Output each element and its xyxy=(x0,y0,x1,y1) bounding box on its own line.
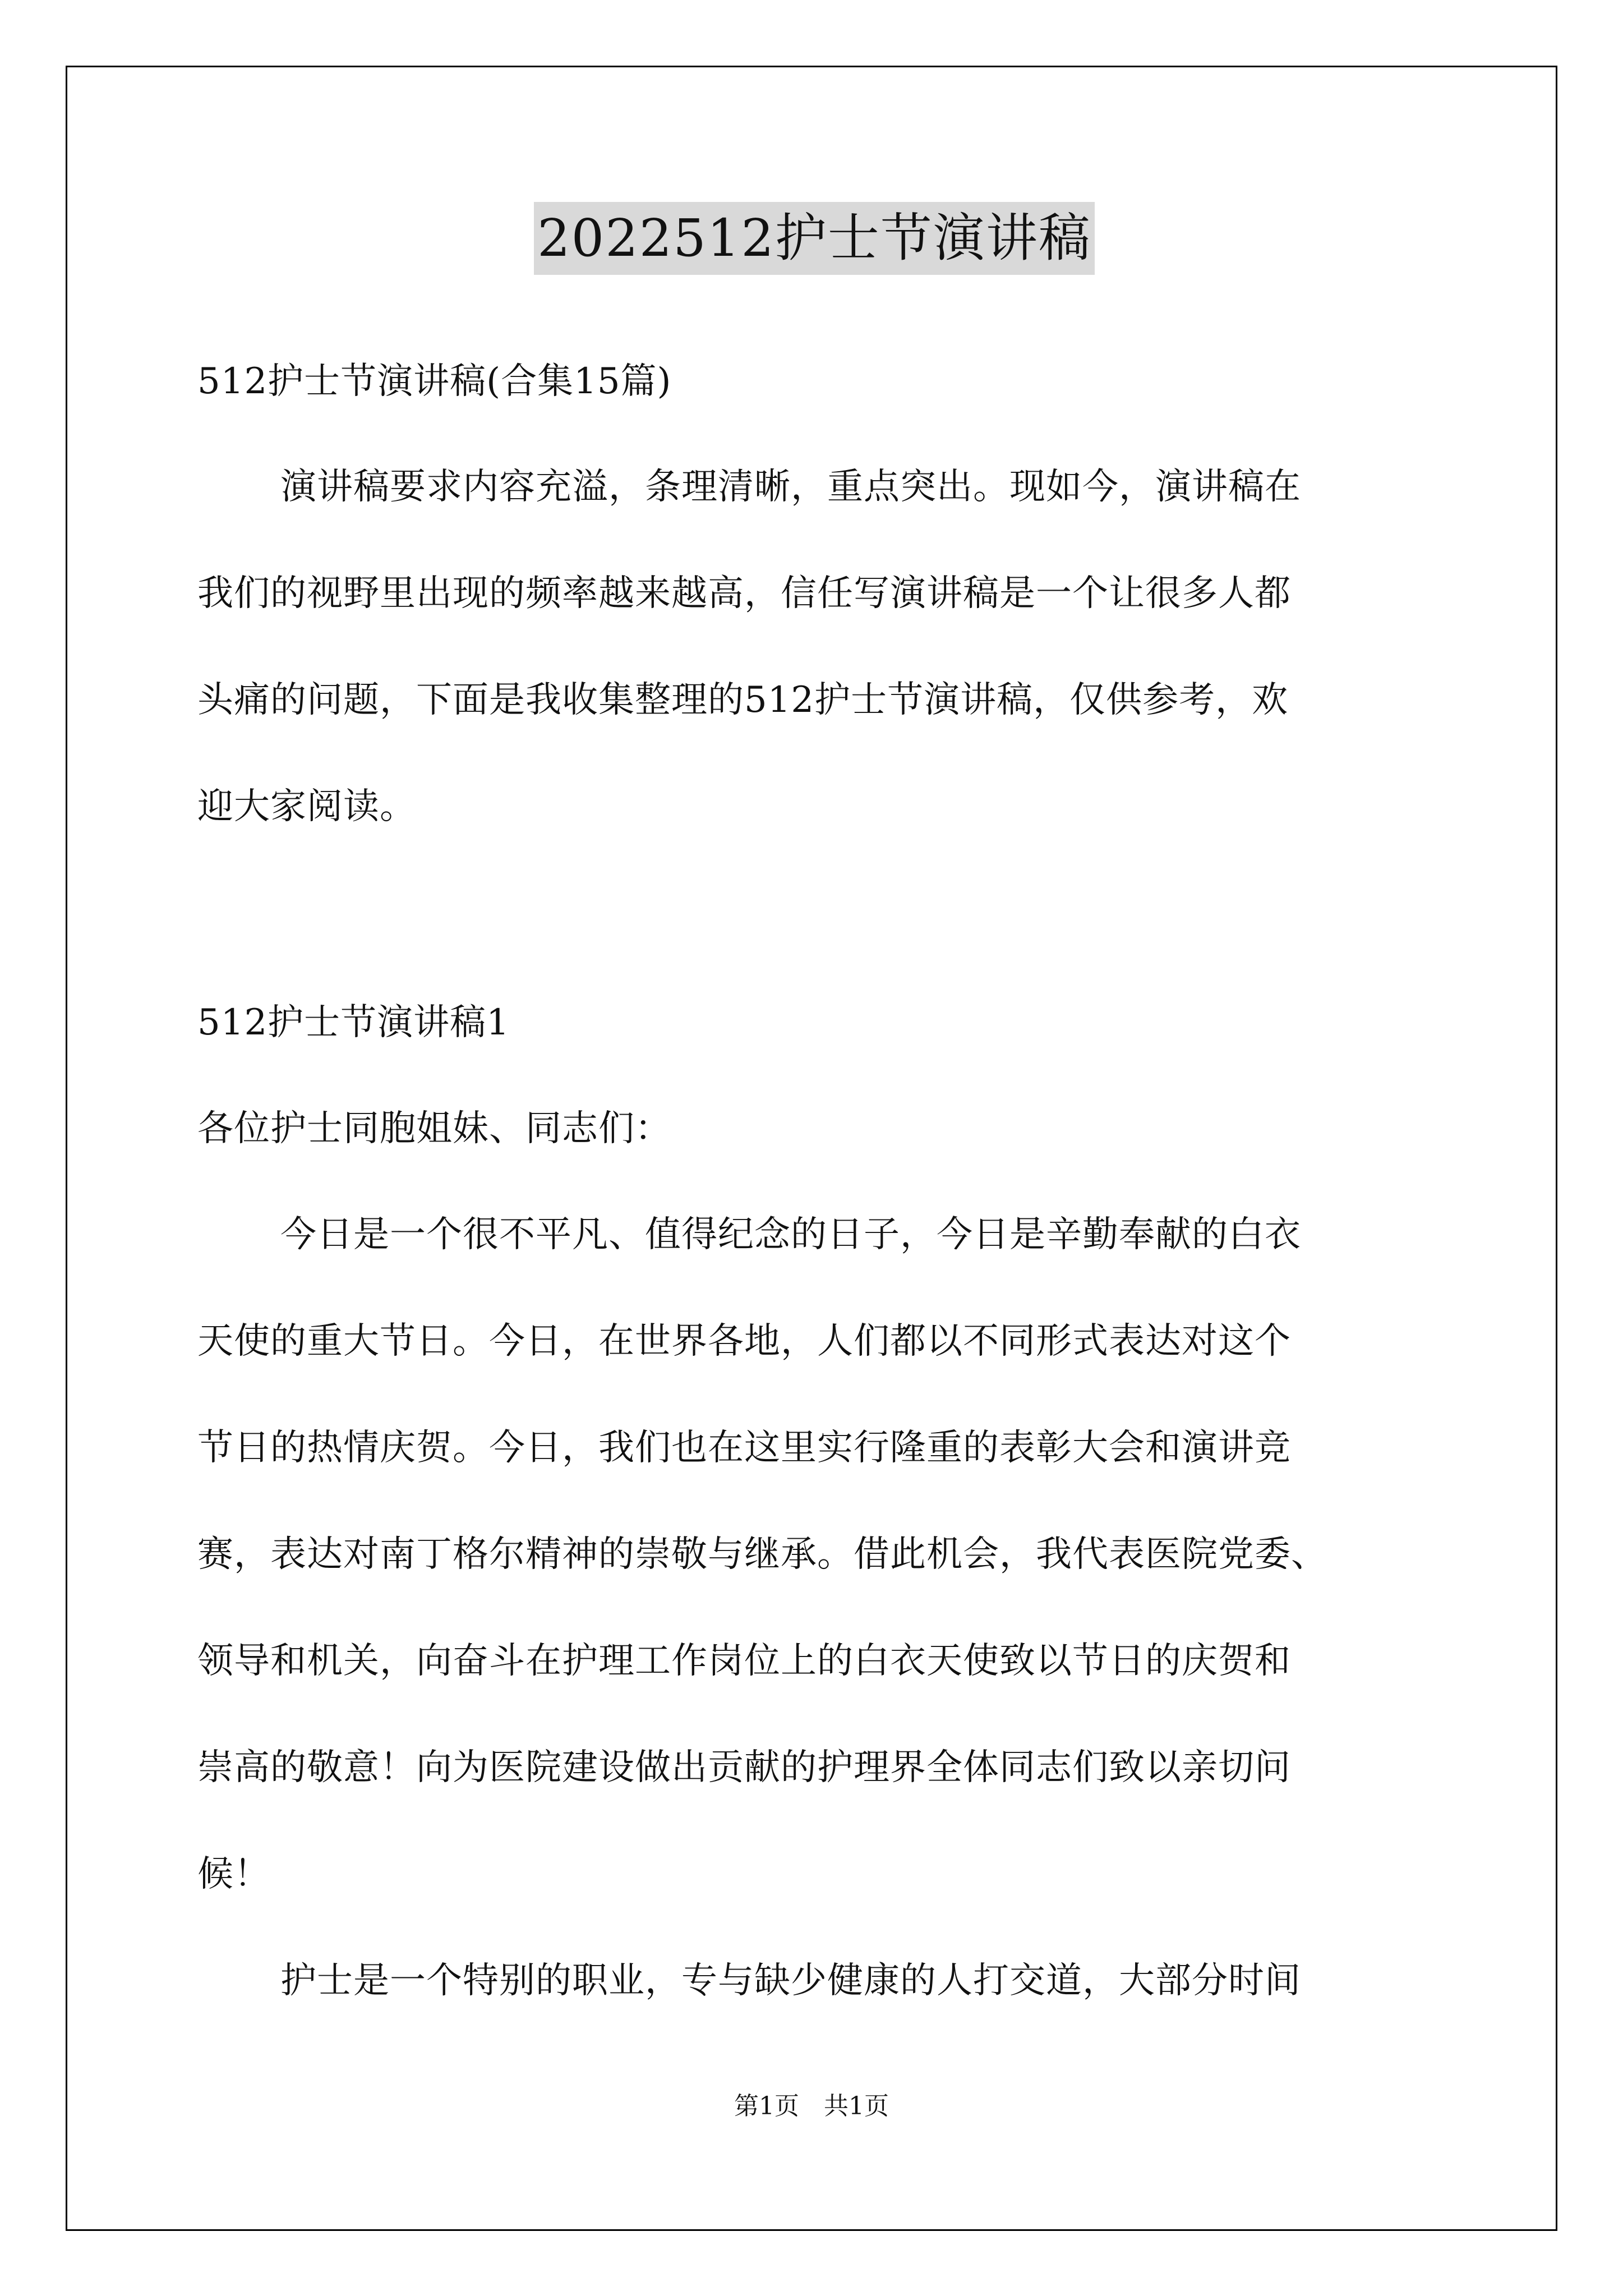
para1-line: 领导和机关，向奋斗在护理工作岗位上的白衣天使致以节日的庆贺和 xyxy=(197,1640,1291,1682)
intro-line: 头痛的问题，下面是我收集整理的512护士节演讲稿，仅供参考，欢 xyxy=(197,679,1289,721)
para1-line: 节日的热情庆贺。今日，我们也在这里实行隆重的表彰大会和演讲竞 xyxy=(197,1427,1291,1469)
page-footer: 第1页 共1页 xyxy=(734,2092,889,2120)
para1-line: 赛，表达对南丁格尔精神的崇敬与继承。借此机会，我代表医院党委、 xyxy=(197,1534,1327,1575)
intro-line: 迎大家阅读。 xyxy=(197,786,416,827)
para1-line: 天使的重大节日。今日，在世界各地，人们都以不同形式表达对这个 xyxy=(197,1320,1291,1362)
intro-line: 演讲稿要求内容充溢，条理清晰，重点突出。现如今，演讲稿在 xyxy=(280,466,1301,508)
section-heading: 512护士节演讲稿1 xyxy=(197,1002,510,1043)
para1-line: 候！ xyxy=(197,1853,270,1895)
document-title: 2022512护士节演讲稿 xyxy=(534,202,1095,275)
para1-line: 崇高的敬意！向为医院建设做出贡献的护理界全体同志们致以亲切问 xyxy=(197,1747,1291,1788)
document-subtitle: 512护士节演讲稿(合集15篇) xyxy=(197,361,672,402)
salutation: 各位护士同胞姐妹、同志们： xyxy=(197,1108,671,1149)
title-wrap xyxy=(197,202,1431,275)
para2-line: 护士是一个特别的职业，专与缺少健康的人打交道，大部分时间 xyxy=(280,1960,1301,2001)
intro-line: 我们的视野里出现的频率越来越高，信任写演讲稿是一个让很多人都 xyxy=(197,573,1291,614)
para1-line: 今日是一个很不平凡、值得纪念的日子，今日是辛勤奉献的白衣 xyxy=(280,1214,1301,1255)
